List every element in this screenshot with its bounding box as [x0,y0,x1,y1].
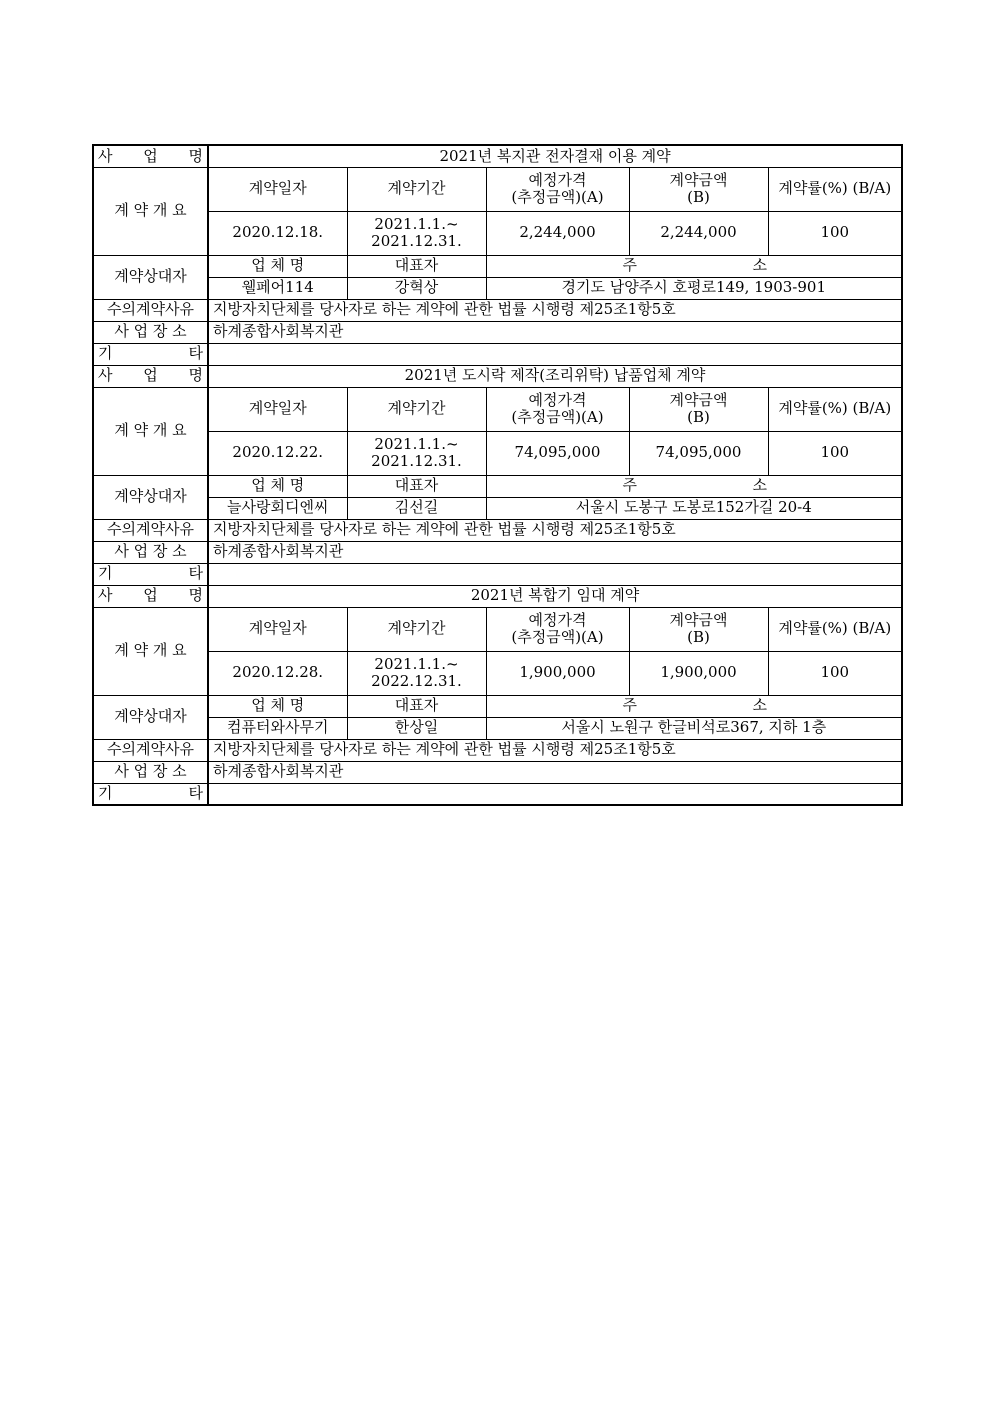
header-estimate: 예정가격 (추정금액)(A) [486,607,629,651]
project-name-row [93,585,902,607]
etc-label: 기 타 [93,783,208,805]
reason-row [93,739,902,761]
counterparty-header-row [93,475,902,497]
header-estimate: 예정가격 (추정금액)(A) [486,167,629,211]
project-name-label: 사 업 명 [93,145,208,167]
contract-date: 2020.12.28. [208,651,347,695]
header-contract-period: 계약기간 [347,387,486,431]
rate-value: 100 [768,431,902,475]
header-rate: 계약률(%) (B/A) [768,167,902,211]
vendor-name: 웰페어114 [208,277,347,299]
vendor-name: 늘사랑회디엔씨 [208,497,347,519]
reason-row [93,299,902,321]
site-label: 사 업 장 소 [93,761,208,783]
counterparty-label: 계약상대자 [93,695,208,739]
project-title: 2021년 도시락 제작(조리위탁) 납품업체 계약 [208,365,902,387]
project-title: 2021년 복합기 임대 계약 [208,585,902,607]
header-contract-date: 계약일자 [208,387,347,431]
header-address: 주 소 [486,255,902,277]
header-contract-period: 계약기간 [347,167,486,211]
header-representative: 대표자 [347,695,486,717]
project-name-label: 사 업 명 [93,585,208,607]
site-row [93,761,902,783]
overview-label: 계 약 개 요 [93,607,208,695]
project-name-label: 사 업 명 [93,365,208,387]
contract-table [92,144,903,806]
counterparty-header-row [93,255,902,277]
site-row [93,321,902,343]
reason-text: 지방자치단체를 당사자로 하는 계약에 관한 법률 시행령 제25조1항5호 [208,519,902,541]
amount-value: 1,900,000 [629,651,768,695]
counterparty-label: 계약상대자 [93,255,208,299]
vendor-address: 서울시 도봉구 도봉로152가길 20-4 [486,497,902,519]
reason-text: 지방자치단체를 당사자로 하는 계약에 관한 법률 시행령 제25조1항5호 [208,739,902,761]
overview-value-row [93,211,902,255]
overview-value-row [93,651,902,695]
amount-value: 2,244,000 [629,211,768,255]
header-contract-period: 계약기간 [347,607,486,651]
rate-value: 100 [768,651,902,695]
site-text: 하계종합사회복지관 [208,321,902,343]
counterparty-label: 계약상대자 [93,475,208,519]
overview-header-row [93,167,902,211]
vendor-name: 컴퓨터와사무기 [208,717,347,739]
vendor-address: 경기도 남양주시 호평로149, 1903-901 [486,277,902,299]
counterparty-value-row [93,717,902,739]
header-address: 주 소 [486,695,902,717]
header-vendor: 업 체 명 [208,695,347,717]
project-title: 2021년 복지관 전자결재 이용 계약 [208,145,902,167]
contract-period: 2021.1.1.~ 2021.12.31. [347,431,486,475]
etc-label: 기 타 [93,343,208,365]
site-label: 사 업 장 소 [93,321,208,343]
etc-row [93,783,902,805]
etc-text [208,783,902,805]
header-representative: 대표자 [347,475,486,497]
header-vendor: 업 체 명 [208,475,347,497]
contract-period: 2021.1.1.~ 2021.12.31. [347,211,486,255]
etc-label: 기 타 [93,563,208,585]
etc-text [208,563,902,585]
header-estimate: 예정가격 (추정금액)(A) [486,387,629,431]
estimate-value: 1,900,000 [486,651,629,695]
amount-value: 74,095,000 [629,431,768,475]
estimate-value: 2,244,000 [486,211,629,255]
site-text: 하계종합사회복지관 [208,761,902,783]
rate-value: 100 [768,211,902,255]
header-address: 주 소 [486,475,902,497]
project-name-row [93,365,902,387]
overview-label: 계 약 개 요 [93,387,208,475]
header-representative: 대표자 [347,255,486,277]
site-text: 하계종합사회복지관 [208,541,902,563]
counterparty-header-row [93,695,902,717]
representative-name: 한상일 [347,717,486,739]
header-amount: 계약금액 (B) [629,387,768,431]
header-vendor: 업 체 명 [208,255,347,277]
project-name-row [93,145,902,167]
header-amount: 계약금액 (B) [629,607,768,651]
overview-value-row [93,431,902,475]
site-label: 사 업 장 소 [93,541,208,563]
header-contract-date: 계약일자 [208,607,347,651]
reason-label: 수의계약사유 [93,519,208,541]
reason-label: 수의계약사유 [93,739,208,761]
reason-row [93,519,902,541]
contract-date: 2020.12.18. [208,211,347,255]
overview-header-row [93,607,902,651]
contract-period: 2021.1.1.~ 2022.12.31. [347,651,486,695]
overview-header-row [93,387,902,431]
etc-text [208,343,902,365]
header-rate: 계약률(%) (B/A) [768,607,902,651]
counterparty-value-row [93,497,902,519]
etc-row [93,343,902,365]
vendor-address: 서울시 노원구 한글비석로367, 지하 1층 [486,717,902,739]
header-amount: 계약금액 (B) [629,167,768,211]
header-rate: 계약률(%) (B/A) [768,387,902,431]
contract-date: 2020.12.22. [208,431,347,475]
representative-name: 강혁상 [347,277,486,299]
reason-label: 수의계약사유 [93,299,208,321]
representative-name: 김선길 [347,497,486,519]
header-contract-date: 계약일자 [208,167,347,211]
estimate-value: 74,095,000 [486,431,629,475]
counterparty-value-row [93,277,902,299]
site-row [93,541,902,563]
reason-text: 지방자치단체를 당사자로 하는 계약에 관한 법률 시행령 제25조1항5호 [208,299,902,321]
overview-label: 계 약 개 요 [93,167,208,255]
etc-row [93,563,902,585]
